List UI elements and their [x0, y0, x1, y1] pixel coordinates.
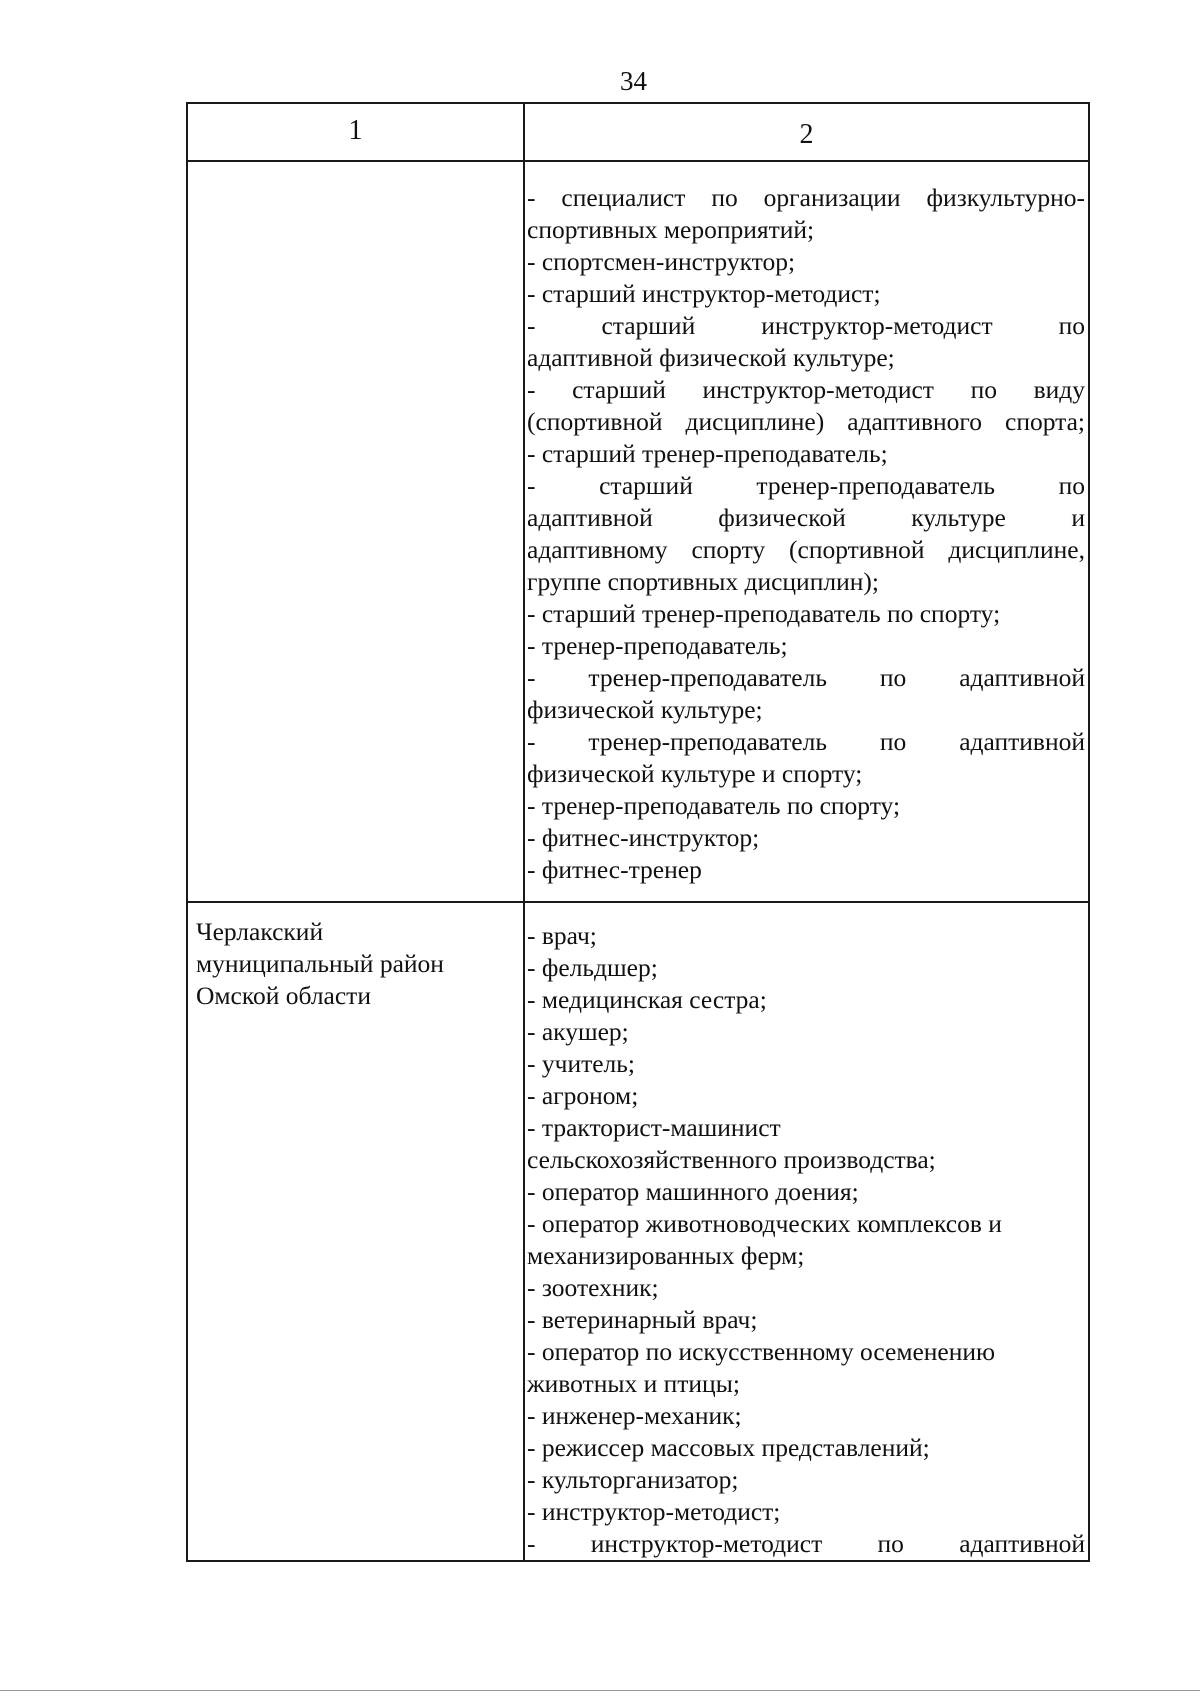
position-list-item: - оператор по искусственному осеменению: [527, 1337, 996, 1366]
district-name-line: Омской области: [196, 981, 371, 1010]
position-list-item: - акушер;: [527, 1017, 629, 1046]
position-list-item: - инженер-механик;: [527, 1401, 742, 1430]
position-list-item: (спортивной дисциплине) адаптивного спорта;: [527, 407, 1085, 436]
position-list-item: механизированных ферм;: [527, 1241, 805, 1270]
position-list-item: адаптивному спорту (спортивной дисциплине,: [527, 535, 1085, 564]
position-list-item: - фитнес-инструктор;: [527, 823, 760, 852]
district-positions-list: [527, 920, 1085, 1560]
position-list-item: - старший инструктор-методист;: [527, 279, 881, 308]
position-list-item: адаптивной физической культуре;: [527, 343, 895, 372]
position-list-item: - ветеринарный врач;: [527, 1305, 758, 1334]
position-list-item: - тренер-преподаватель по адаптивной: [527, 727, 1085, 756]
positions-list-continued: [527, 182, 1085, 886]
scan-bottom-edge: [0, 1690, 1200, 1691]
row-divider: [188, 901, 1088, 903]
district-name-line: Черлакский: [196, 917, 324, 946]
position-list-item: - старший инструктор-методист по виду: [527, 375, 1085, 404]
position-list-item: - спортсмен-инструктор;: [527, 247, 796, 276]
position-list-item: - агроном;: [527, 1081, 639, 1110]
position-list-item: - тракторист-машинист: [527, 1113, 781, 1142]
position-list-item: - учитель;: [527, 1049, 635, 1078]
position-list-item: группе спортивных дисциплин);: [527, 567, 879, 596]
position-list-item: - медицинская сестра;: [527, 985, 767, 1014]
position-list-item: физической культуре и спорту;: [527, 759, 863, 788]
position-list-item: - зоотехник;: [527, 1273, 659, 1302]
position-list-item: - фельдшер;: [527, 953, 658, 982]
position-list-item: - инструктор-методист по адаптивной: [527, 1529, 1085, 1558]
column-header-1: 1: [348, 115, 363, 146]
district-name-line: муниципальный район: [196, 949, 444, 978]
position-list-item: - старший тренер-преподаватель;: [527, 439, 888, 468]
position-list-item: - старший инструктор-методист по: [527, 311, 1085, 340]
page-number: 34: [620, 66, 647, 96]
position-list-item: - оператор машинного доения;: [527, 1177, 859, 1206]
positions-table: [186, 102, 1090, 1562]
position-list-item: - старший тренер-преподаватель по спорту;: [527, 599, 1001, 628]
position-list-item: спортивных мероприятий;: [527, 215, 815, 244]
district-name-cell: [196, 916, 521, 1012]
position-list-item: - инструктор-методист;: [527, 1497, 781, 1526]
position-list-item: - старший тренер-преподаватель по: [527, 471, 1085, 500]
column-header-2: 2: [799, 119, 814, 150]
position-list-item: - режиссер массовых представлений;: [527, 1433, 930, 1462]
position-list-item: животных и птицы;: [527, 1369, 740, 1398]
position-list-item: - врач;: [527, 921, 597, 950]
position-list-item: - тренер-преподаватель по адаптивной: [527, 663, 1085, 692]
position-list-item: адаптивной физической культуре и: [527, 503, 1085, 532]
header-row-divider: [188, 160, 1088, 162]
position-list-item: - культорганизатор;: [527, 1465, 739, 1494]
position-list-item: - специалист по организации физкультурно-: [527, 183, 1085, 212]
position-list-item: сельскохозяйственного производства;: [527, 1145, 936, 1174]
position-list-item: - фитнес-тренер: [527, 855, 702, 884]
position-list-item: - оператор животноводческих комплексов и: [527, 1209, 1002, 1238]
position-list-item: - тренер-преподаватель;: [527, 631, 788, 660]
position-list-item: физической культуре;: [527, 695, 763, 724]
position-list-item: - тренер-преподаватель по спорту;: [527, 791, 901, 820]
column-divider: [523, 104, 525, 1560]
